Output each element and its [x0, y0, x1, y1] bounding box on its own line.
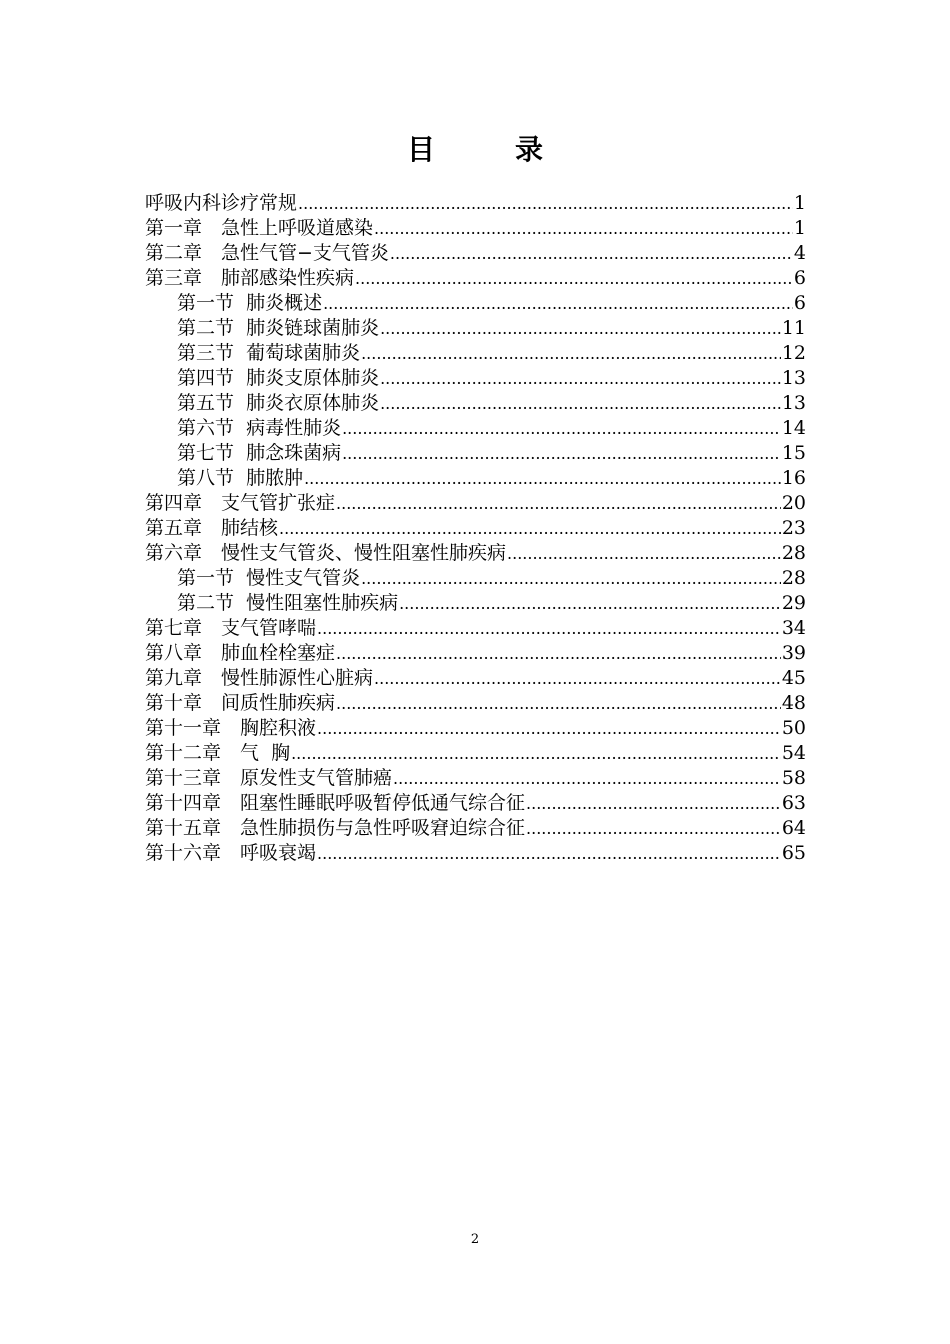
toc-entry-page: 63 — [781, 792, 806, 814]
toc-entry-page: 15 — [781, 442, 806, 464]
toc-leader-dots — [291, 741, 781, 766]
toc-entry-label: 第七章 支气管哮喘 — [145, 617, 317, 639]
toc-entry[interactable] — [145, 816, 806, 841]
toc-entry-label: 第十二章 气 胸 — [145, 742, 291, 764]
toc-entry-label: 第五节 肺炎衣原体肺炎 — [177, 392, 380, 414]
toc-leader-dots — [304, 466, 781, 491]
toc-entry-page: 48 — [781, 692, 806, 714]
toc-leader-dots — [380, 391, 781, 416]
toc-entry-label: 第十章 间质性肺疾病 — [145, 692, 336, 714]
toc-entry-label: 第三节 葡萄球菌肺炎 — [177, 342, 361, 364]
toc-leader-dots — [317, 841, 781, 866]
toc-entry-page: 14 — [781, 417, 806, 439]
toc-leader-dots — [336, 691, 781, 716]
toc-entry[interactable] — [145, 191, 806, 216]
toc-entry-page: 6 — [793, 292, 806, 314]
toc-entry-label: 第九章 慢性肺源性心脏病 — [145, 667, 374, 689]
toc-entry[interactable] — [145, 691, 806, 716]
page-number: 2 — [470, 1232, 480, 1247]
toc-entry-page: 13 — [781, 392, 806, 414]
toc-entry-page: 11 — [781, 317, 806, 339]
toc-leader-dots — [374, 666, 781, 691]
toc-leader-dots — [279, 516, 781, 541]
toc-leader-dots — [390, 241, 793, 266]
toc-entry-label: 第六章 慢性支气管炎、慢性阻塞性肺疾病 — [145, 542, 507, 564]
toc-subentry[interactable] — [145, 366, 806, 391]
toc-entry-page: 4 — [793, 242, 806, 264]
toc-entry[interactable] — [145, 666, 806, 691]
toc-leader-dots — [342, 441, 781, 466]
toc-entry-label: 第四章 支气管扩张症 — [145, 492, 336, 514]
toc-subentry[interactable] — [145, 316, 806, 341]
toc-entry-label: 第五章 肺结核 — [145, 517, 279, 539]
toc-title: 目 录 — [406, 133, 569, 166]
toc-leader-dots — [336, 491, 781, 516]
toc-entry[interactable] — [145, 841, 806, 866]
toc-entry-label: 第三章 肺部感染性疾病 — [145, 267, 355, 289]
toc-entry-page: 16 — [781, 467, 806, 489]
toc-leader-dots — [317, 616, 781, 641]
toc-subentry[interactable] — [145, 591, 806, 616]
toc-entry-label: 第十五章 急性肺损伤与急性呼吸窘迫综合征 — [145, 817, 526, 839]
toc-entry[interactable] — [145, 766, 806, 791]
toc-entry-page: 58 — [781, 767, 806, 789]
toc-leader-dots — [361, 341, 781, 366]
toc-leader-dots — [526, 816, 781, 841]
toc-leader-dots — [342, 416, 781, 441]
toc-entry-page: 65 — [781, 842, 806, 864]
toc-leader-dots — [355, 266, 793, 291]
toc-entry-label: 第二节 慢性阻塞性肺疾病 — [177, 592, 399, 614]
toc-leader-dots — [507, 541, 781, 566]
toc-subentry[interactable] — [145, 441, 806, 466]
toc-entry[interactable] — [145, 216, 806, 241]
toc-subentry[interactable] — [145, 466, 806, 491]
toc-leader-dots — [336, 641, 781, 666]
toc-entry-label: 第七节 肺念珠菌病 — [177, 442, 342, 464]
toc-entry-page: 1 — [793, 217, 806, 239]
toc-entry-label: 第四节 肺炎支原体肺炎 — [177, 367, 380, 389]
toc-entry-label: 第十一章 胸腔积液 — [145, 717, 317, 739]
toc-entry-label: 呼吸内科诊疗常规 — [145, 192, 298, 214]
toc-entry-label: 第二节 肺炎链球菌肺炎 — [177, 317, 380, 339]
toc-entry-label: 第一节 肺炎概述 — [177, 292, 323, 314]
toc-subentry[interactable] — [145, 416, 806, 441]
toc-entry-page: 28 — [781, 542, 806, 564]
toc-subentry[interactable] — [145, 391, 806, 416]
toc-entry-page: 34 — [781, 617, 806, 639]
toc-entry-page: 23 — [781, 517, 806, 539]
toc-subentry[interactable] — [145, 341, 806, 366]
toc-entry[interactable] — [145, 266, 806, 291]
toc-entry[interactable] — [145, 516, 806, 541]
toc-leader-dots — [393, 766, 781, 791]
toc-entry-page: 28 — [781, 567, 806, 589]
toc-entry-page: 1 — [793, 192, 806, 214]
toc-entry[interactable] — [145, 716, 806, 741]
toc-entry[interactable] — [145, 541, 806, 566]
toc-entry-page: 12 — [781, 342, 806, 364]
toc-leader-dots — [323, 291, 793, 316]
toc-entry-page: 64 — [781, 817, 806, 839]
toc-entry-page: 45 — [781, 667, 806, 689]
toc-leader-dots — [361, 566, 781, 591]
toc-entry-label: 第一章 急性上呼吸道感染 — [145, 217, 374, 239]
toc-list — [145, 191, 806, 866]
toc-entry-page: 54 — [781, 742, 806, 764]
toc-entry-label: 第一节 慢性支气管炎 — [177, 567, 361, 589]
toc-leader-dots — [399, 591, 781, 616]
toc-leader-dots — [380, 366, 781, 391]
toc-entry[interactable] — [145, 741, 806, 766]
toc-entry-label: 第十六章 呼吸衰竭 — [145, 842, 317, 864]
toc-entry-label: 第八节 肺脓肿 — [177, 467, 304, 489]
toc-subentry[interactable] — [145, 291, 806, 316]
toc-leader-dots — [380, 316, 781, 341]
toc-entry-page: 50 — [781, 717, 806, 739]
toc-leader-dots — [298, 191, 793, 216]
toc-entry[interactable] — [145, 641, 806, 666]
toc-entry-label: 第十四章 阻塞性睡眠呼吸暂停低通气综合征 — [145, 792, 526, 814]
toc-entry-label: 第八章 肺血栓栓塞症 — [145, 642, 336, 664]
toc-subentry[interactable] — [145, 566, 806, 591]
toc-entry-page: 6 — [793, 267, 806, 289]
toc-entry[interactable] — [145, 241, 806, 266]
toc-entry-page: 39 — [781, 642, 806, 664]
toc-leader-dots — [317, 716, 781, 741]
toc-entry[interactable] — [145, 791, 806, 816]
toc-entry[interactable] — [145, 491, 806, 516]
toc-entry-page: 20 — [781, 492, 806, 514]
toc-entry-page: 29 — [781, 592, 806, 614]
toc-entry-page: 13 — [781, 367, 806, 389]
toc-entry-label: 第十三章 原发性支气管肺癌 — [145, 767, 393, 789]
toc-leader-dots — [526, 791, 781, 816]
toc-entry-label: 第六节 病毒性肺炎 — [177, 417, 342, 439]
toc-leader-dots — [374, 216, 793, 241]
toc-entry-label: 第二章 急性气管−支气管炎 — [145, 242, 389, 264]
toc-entry[interactable] — [145, 616, 806, 641]
